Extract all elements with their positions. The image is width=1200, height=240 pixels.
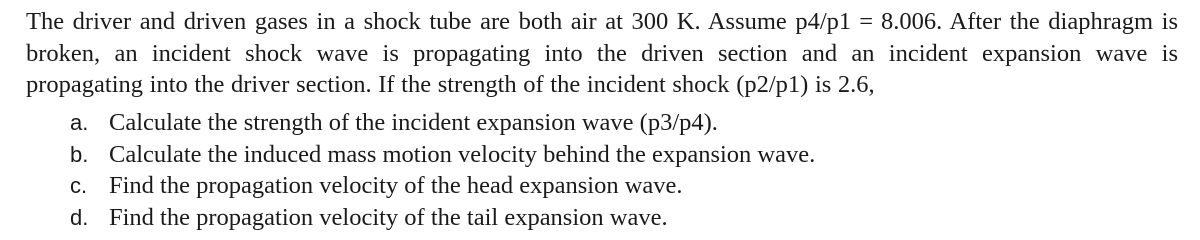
question-marker-b: b.: [70, 141, 89, 167]
question-item-c: [70, 170, 815, 202]
question-text-d: Find the propagation velocity of the tail expansion wave.: [109, 203, 668, 231]
question-marker-c: c.: [70, 173, 88, 198]
problem-intro-paragraph: [26, 6, 1178, 101]
pressure-ratio-p4-p1: p4/p1: [795, 8, 852, 35]
question-text-a: Calculate the strength of the incident expansion wave (p3/p4).: [109, 109, 718, 136]
question-item-d: [70, 202, 815, 234]
question-item-a: [70, 107, 815, 139]
question-text-c: Find the propagation velocity of the head expansion wave.: [109, 172, 683, 199]
question-text-b: Calculate the induced mass motion velocity behind the expansion wave.: [109, 140, 816, 168]
question-list: [70, 107, 815, 233]
question-item-b: [70, 139, 815, 171]
intro-text-part-2: 8.006. After the diaphragm is broken, an incident shock wave is propagating into the driven section and an incident expansion wave is propagating into the driver section. If the strength of the incident shock: [26, 8, 1178, 98]
intro-text-part-1: The driver and driven gases in a shock tube are both air at 300 K. Assume: [26, 8, 796, 35]
question-marker-d: d.: [70, 204, 89, 230]
shock-strength-ratio: (p2/p1): [736, 71, 809, 98]
question-marker-a: a.: [70, 110, 89, 135]
intro-text-part-3: is 2.6,: [808, 71, 875, 98]
equals-sign: =: [859, 8, 874, 35]
